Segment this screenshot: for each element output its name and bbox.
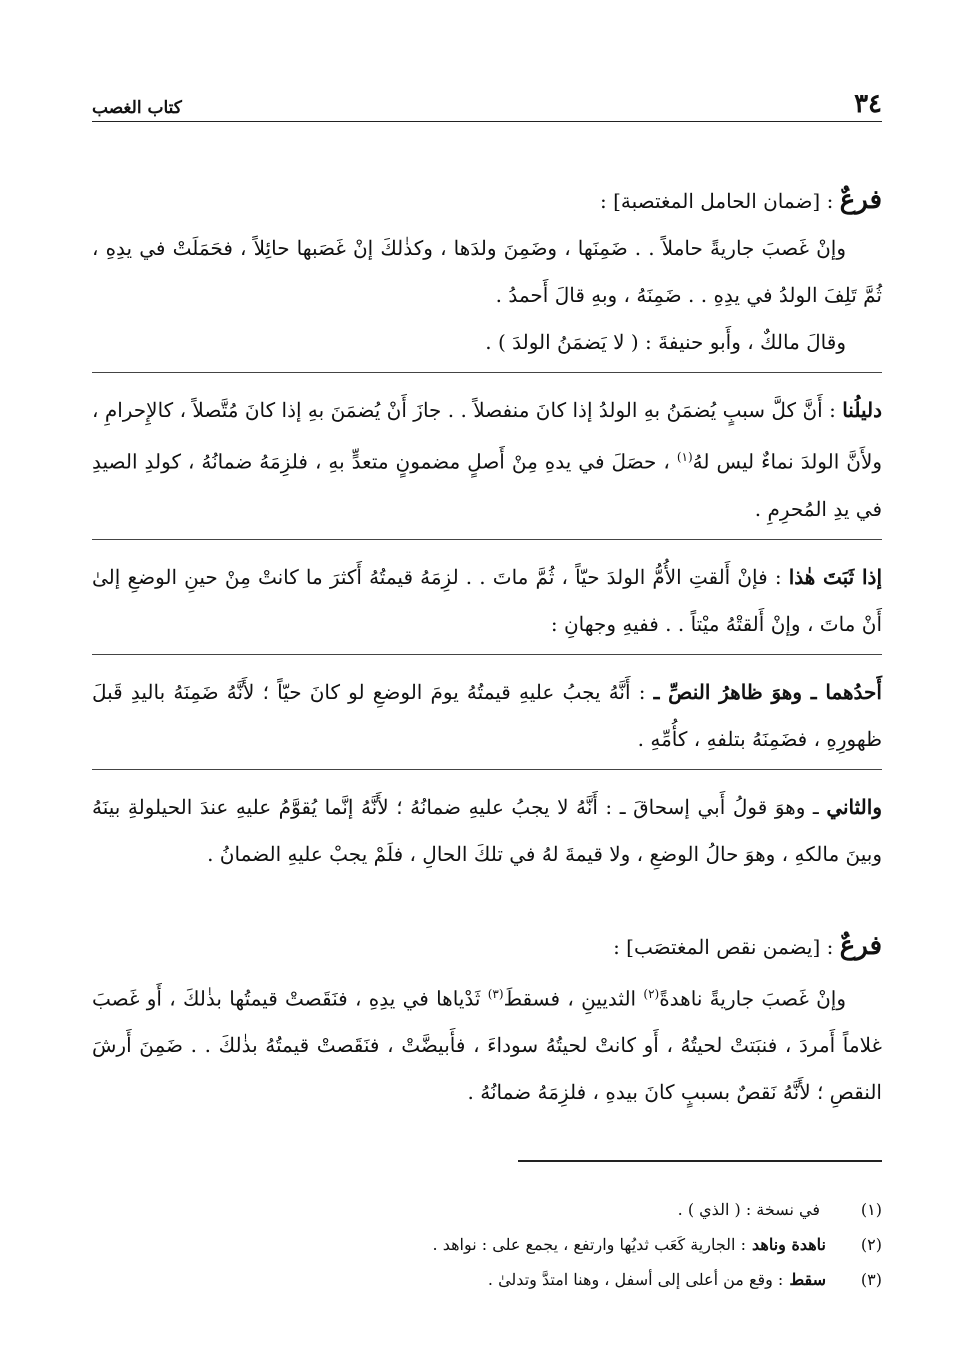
- footnote-item: [92, 1262, 882, 1297]
- footnote-number: (٢): [860, 1235, 882, 1254]
- section-spacer: [92, 878, 882, 922]
- footnote-text: في نسخة : ( الذي ) .: [677, 1200, 820, 1219]
- paragraph-divider: [92, 372, 882, 381]
- paragraph-lead: والثاني: [826, 794, 882, 819]
- paragraph-text: : أَنَّ كلَّ سببٍ يُضمَنُ بهِ الولدُ إذا كانَ منفصلاً . . جازَ أَنْ يُضمَنَ بهِ إذا كانَ مُتَّصلاً ، كالإِحرامِ ، ولأَنَّ الولدَ نماءٌ ليس لهُ: [92, 398, 883, 474]
- paragraph-text: ، حصَلَ في يدهِ مِنْ أَصلٍ مضمونٍ متعدٍّ بهِ ، فلزِمَهُ ضمانُهُ ، كولدِ الصيدِ في يدِ المُحرِمِ .: [92, 449, 882, 521]
- proof-paragraph: [92, 387, 882, 533]
- paragraph-text: : فإنْ أَلقتِ الأُمُّ الولدَ حيّاً ، ثُمَّ ماتَ . . لزِمَهُ قيمتُهُ أَكثرَ ما كانتْ مِنْ حينِ الوضعِ إلىٰ أَنْ ماتَ ، وإنْ أَلقتْهُ ميْتاً . . ففيهِ وجهانِ :: [92, 564, 882, 636]
- paragraph: [92, 669, 882, 763]
- footnote-ref[interactable]: (٣): [487, 986, 504, 1001]
- paragraph-lead: إذا ثَبَتَ هٰذا: [788, 564, 882, 589]
- paragraph-divider: [92, 654, 882, 663]
- heading-lead: فرعٌ: [839, 930, 882, 961]
- paragraph: وقالَ مالكٌ ، وأَبو حنيفةَ : ( لا يَضمَنُ الولدَ ) .: [485, 330, 846, 354]
- paragraph-divider: [92, 769, 882, 778]
- page-number: ٣٤: [854, 89, 882, 119]
- book-title: كتاب الغصب: [92, 98, 182, 118]
- footnote-number: (١): [860, 1200, 882, 1219]
- paragraph-text: ـ وهوَ قولُ أَبي إسحاقَ ـ : أَنَّهُ لا يجبُ عليهِ ضمانُهُ ؛ لأَنَّهُ إنَّما يُقوَّمُ عليهِ عندَ الحيلولةِ بينَهُ وبينَ مالكهِ ، وهوَ حالُ الوضعِ ، ولا قيمةَ لهُ في تلكَ الحالِ ، فلَمْ يجبْ عليهِ الضمانُ .: [92, 794, 882, 866]
- paragraph-text: وإنْ غَصبَ جاريةً ناهدةً: [659, 986, 846, 1011]
- paragraph-text: ثَدْياها في يدِهِ ، فنَقَصتْ قيمتُها بذٰلكَ ، أَو غَصبَ غلاماً أَمردَ ، فنبَتتْ لحيتُهُ ، أَو كانتْ لحيتُهُ سوداءَ ، فأَبيضَّتْ ، فنَقَصتْ قيمتُهُ بذٰلكَ . . ضَمِنَ أَرشَ النقصِ ؛ لأَنَّهُ نَقصٌ بسببٍ كانَ بيدهِ ، فلزِمَهُ ضمانُهُ .: [92, 986, 882, 1105]
- footnote-item: [92, 1227, 882, 1262]
- paragraph: وإنْ غَصبَ جاريةً حاملاً . . ضَمِنَها ، وضَمِنَ ولدَها ، وكذٰلكَ إنْ غَصَبها حائِلاً ، فحَمَلَتْ في يدِهِ ، ثُمَّ تَلِفَ الولدُ في يدِهِ . . ضَمِنَهُ ، وبهِ قالَ أَحمدُ .: [92, 236, 882, 307]
- paragraph-text: : أَنَّهُ يجبُ عليهِ قيمتُهُ يومَ الوضعِ لو كانَ حيّاً ؛ لأَنَّهُ ضَمِنَهُ باليدِ قَبلَ ظهورِهِ ، فضَمِنَهُ بتلفهِ ، كأُمِّهِ .: [92, 679, 882, 751]
- paragraph-divider: [92, 539, 882, 548]
- footnote-ref[interactable]: (١): [676, 450, 693, 464]
- heading-text: : [ضمان الحامل المغتصبة] :: [599, 189, 840, 213]
- paragraph: [92, 554, 882, 648]
- section-heading: [92, 922, 882, 971]
- page-header: [92, 82, 882, 122]
- paragraph-lead: دليلُنا: [842, 398, 882, 422]
- heading-text: : [يضمن نقص المغتصَب] :: [613, 934, 840, 959]
- main-text: [92, 176, 882, 1116]
- paragraph-lead: أَحدُهما ـ وهوَ ظاهرُ النصِّ ـ: [653, 679, 882, 704]
- paragraph: [92, 971, 882, 1117]
- paragraph: [92, 784, 882, 878]
- paragraph-text: الثديينِ ، فسقطَ: [503, 986, 644, 1011]
- footnote-number: (٣): [860, 1270, 882, 1289]
- heading-lead: فرعٌ: [839, 185, 882, 215]
- section-heading: [92, 176, 882, 225]
- footnote-ref[interactable]: (٢): [643, 986, 660, 1001]
- footnote-text: : الجارية كَعَب ثديُها وارتفع ، يجمع على : نواهد .: [432, 1235, 746, 1254]
- footnote-term: ناهدة وناهد: [751, 1235, 826, 1254]
- footnote-text: : وقع من أعلى إلى أسفل ، وهنا امتدَّ وتدلىٰ .: [487, 1270, 784, 1289]
- footnotes: [92, 1192, 882, 1297]
- footnote-item: [92, 1192, 882, 1227]
- footnote-rule: [518, 1160, 882, 1162]
- footnote-term: سقط: [789, 1270, 826, 1289]
